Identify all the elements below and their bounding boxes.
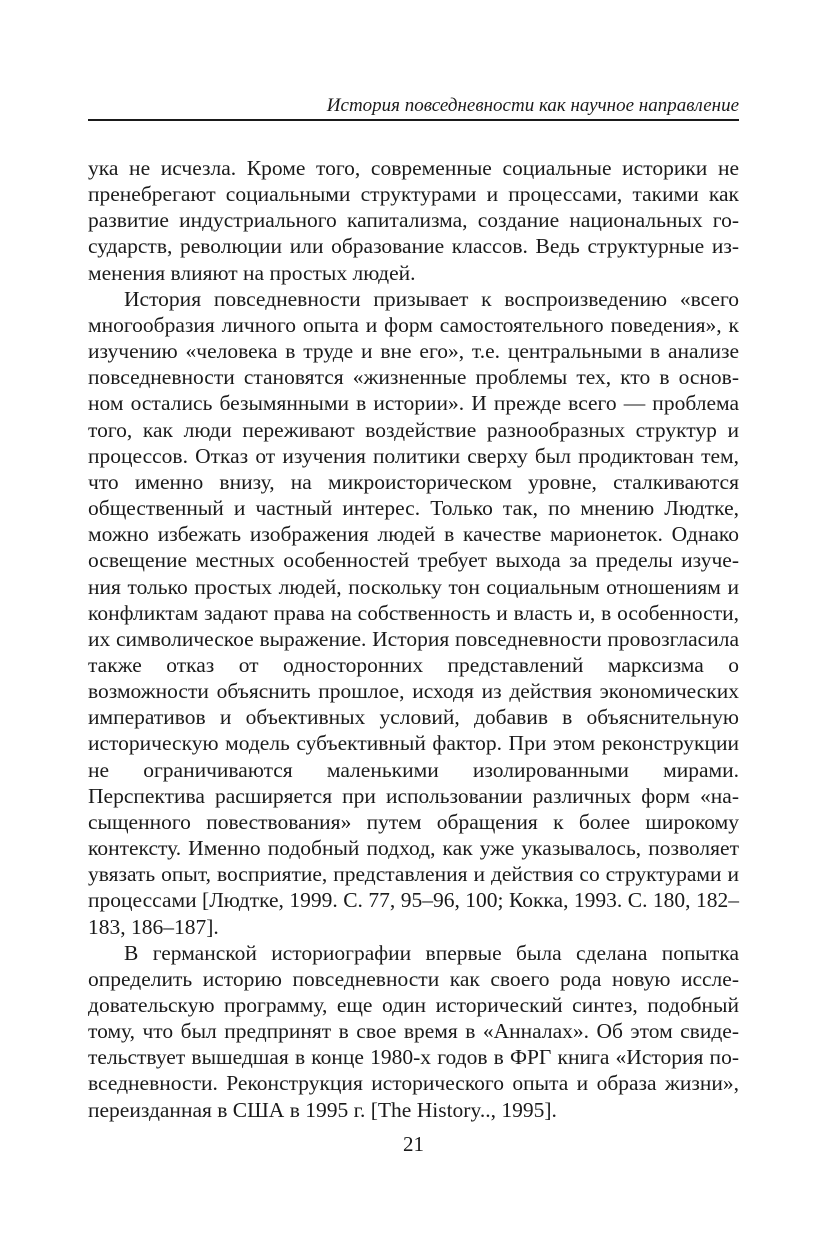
paragraph-continuation: ука не исчезла. Кроме того, современные социальные историки не пренебрегают социальными структурами и процессами, такими как развитие индустриального капитализма, создание национальных государств, революции или образование классов. Ведь структурные изменения влияют на простых людей. bbox=[88, 156, 739, 285]
running-header: История повседневности как научное направление bbox=[326, 95, 739, 116]
header-rule bbox=[88, 119, 739, 121]
paragraph: История повседневности призывает к воспроизведению «всего многообразия личного опыта и форм самостоятельного поведения», к изучению «человека в труде и вне его», т.е. центральными в анализе повседневности становятся «жизненные проблемы тех, кто в основном остались безымянными в истории». И прежде всего — проблема того, как люди переживают воздействие разнообразных структур и процессов. Отказ от изучения политики сверху был продиктован тем, что именно внизу, на микроисторическом уровне, сталкиваются общественный и частный интерес. Только так, по мнению Людтке, можно избежать изображения людей в качестве марионеток. Однако освещение местных особенностей требует выхода за пределы изучения только простых людей, поскольку тон социальным отношениям и конфликтам задают права на собственность и власть и, в особенности, их символическое выражение. История повседневности провозгласила также отказ от односторонних представлений марксизма о возможности объяснить прошлое, исходя из действия экономических императивов и объективных условий, добавив в объяснительную историческую модель субъективный фактор. При этом реконструкции не ограничиваются маленькими изолированными мирами. Перспектива расширяется при использовании различных форм «насыщенного повествования» путем обращения к более широкому контексту. Именно подобный подход, как уже указывалось, позволяет увязать опыт, восприятие, представления и действия со структурами и процессами [Людтке, 1999. С. 77, 95–96, 100; Кокка, 1993. С. 180, 182–183, 186–187]. bbox=[88, 286, 739, 939]
paragraph: В германской историографии впервые была сделана попытка определить историю повседневности как своего рода новую исследовательскую программу, еще один исторический синтез, подобный тому, что был предпринят в свое время в «Анналах». Об этом свидетельствует вышедшая в конце 1980-х годов в ФРГ книга «История повседневности. Реконструкция исторического опыта и образа жизни», переизданная в США в 1995 г. [The History.., 1995]. bbox=[88, 940, 739, 1122]
page-number: 21 bbox=[403, 1132, 424, 1156]
book-page bbox=[88, 0, 739, 1240]
body-text bbox=[88, 155, 739, 1123]
